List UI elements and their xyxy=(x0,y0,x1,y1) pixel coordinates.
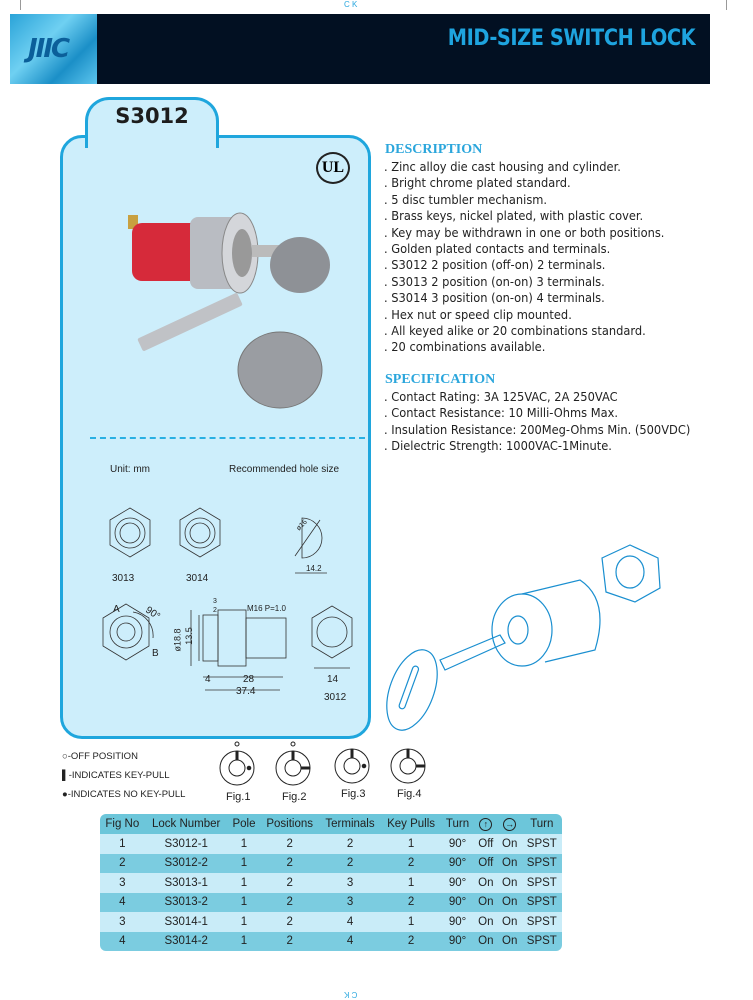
description-item: . Zinc alloy die cast housing and cylinder. xyxy=(384,160,621,174)
table-cell: 4 xyxy=(319,932,381,952)
model-label: S3012 xyxy=(115,104,189,128)
table-cell: 2 xyxy=(319,834,381,854)
dim-14: 14 xyxy=(327,674,339,685)
table-cell: Off xyxy=(474,834,498,854)
table-row xyxy=(100,932,562,952)
position-b: B xyxy=(152,648,159,659)
dim-37-4: 37.4 xyxy=(236,686,256,697)
table-row xyxy=(100,854,562,874)
registration-mark-bottom: C K xyxy=(344,990,358,999)
hole-width: 14.2 xyxy=(306,564,322,573)
table-cell: 1 xyxy=(228,912,260,932)
position-a: A xyxy=(113,604,120,615)
logo-text: JIIC xyxy=(28,34,69,64)
dim-4: 4 xyxy=(205,674,211,685)
fig3-label: Fig.3 xyxy=(341,788,366,800)
table-cell: On xyxy=(498,873,522,893)
spec-item: . Dielectric Strength: 1000VAC-1Minute. xyxy=(384,439,612,454)
table-cell: On xyxy=(498,854,522,874)
company-logo xyxy=(10,14,97,84)
description-item: . S3013 2 position (on-on) 3 terminals. xyxy=(384,274,605,289)
table-cell: 90° xyxy=(441,893,474,913)
table-cell: 3 xyxy=(100,873,145,893)
dim-13-5: 13.5 xyxy=(183,627,194,645)
legend-off-position: ○-OFF POSITION xyxy=(62,751,138,762)
table-row xyxy=(100,912,562,932)
view-3012-label: 3012 xyxy=(324,692,347,703)
table-cell: SPST xyxy=(522,893,562,913)
registration-mark-top: C K xyxy=(344,0,358,9)
table-cell: SPST xyxy=(522,834,562,854)
table-cell: 3 xyxy=(319,873,381,893)
description-item: . Golden plated contacts and terminals. xyxy=(384,242,611,257)
col-turn-type: Turn xyxy=(522,814,562,834)
table-cell: 1 xyxy=(381,912,441,932)
table-cell: 1 xyxy=(228,834,260,854)
table-row xyxy=(100,834,562,854)
table-cell: 90° xyxy=(441,854,474,874)
table-cell: On xyxy=(498,932,522,952)
ul-cert-icon xyxy=(316,152,350,184)
table-cell: SPST xyxy=(522,912,562,932)
table-cell: S3013-1 xyxy=(145,873,228,893)
right-arrow-circle-icon: → xyxy=(505,818,515,829)
table-cell: Off xyxy=(474,854,498,874)
table-cell: 1 xyxy=(381,873,441,893)
table-row xyxy=(100,893,562,913)
table-header-row xyxy=(100,814,562,834)
fig2-diagram xyxy=(276,742,310,785)
table-cell: S3012-2 xyxy=(145,854,228,874)
col-positions: Positions xyxy=(260,814,319,834)
col-pole: Pole xyxy=(228,814,260,834)
table-cell: 90° xyxy=(441,873,474,893)
spec-item: . Contact Resistance: 10 Milli-Ohms Max. xyxy=(384,406,618,421)
col-lock-number: Lock Number xyxy=(145,814,228,834)
table-cell: 4 xyxy=(100,932,145,952)
table-cell: S3013-2 xyxy=(145,893,228,913)
view-3013-label: 3013 xyxy=(112,573,135,584)
table-cell: 2 xyxy=(381,893,441,913)
description-item: . 20 combinations available. xyxy=(384,340,546,355)
thread-label: M16 P=1.0 xyxy=(247,604,286,613)
col-terminals: Terminals xyxy=(319,814,381,834)
table-cell: S3014-2 xyxy=(145,932,228,952)
table-cell: 1 xyxy=(228,893,260,913)
description-item: . S3012 2 position (off-on) 2 terminals. xyxy=(384,258,606,273)
table-cell: 90° xyxy=(441,834,474,854)
fig1-label: Fig.1 xyxy=(226,791,251,803)
legend-key-pull: ▌-INDICATES KEY-PULL xyxy=(62,770,170,781)
table-cell: 4 xyxy=(319,912,381,932)
angle-label: 90° xyxy=(143,604,162,623)
fig3-diagram xyxy=(335,749,369,783)
table-cell: 2 xyxy=(381,932,441,952)
specification-list xyxy=(384,389,713,455)
dim-3: 3 xyxy=(213,598,217,605)
table-cell: 2 xyxy=(260,854,319,874)
fig4-label: Fig.4 xyxy=(397,788,422,800)
description-item: . Hex nut or speed clip mounted. xyxy=(384,307,572,322)
table-cell: 3 xyxy=(100,912,145,932)
position-figures xyxy=(215,740,445,790)
table-cell: SPST xyxy=(522,854,562,874)
table-cell: 2 xyxy=(381,854,441,874)
table-cell: SPST xyxy=(522,932,562,952)
table-cell: On xyxy=(474,932,498,952)
page-title: MID-SIZE SWITCH LOCK xyxy=(447,26,695,51)
dim-2: 2 xyxy=(213,607,217,614)
table-cell: 1 xyxy=(100,834,145,854)
ul-text: UL xyxy=(321,159,345,176)
panel-divider xyxy=(90,437,365,439)
table-cell: 2 xyxy=(260,873,319,893)
description-item: . All keyed alike or 20 combinations standard. xyxy=(384,324,646,339)
fig1-diagram xyxy=(220,742,254,785)
lock-spec-table xyxy=(100,814,562,951)
table-cell: 2 xyxy=(100,854,145,874)
table-cell: 2 xyxy=(260,912,319,932)
table-cell: 2 xyxy=(260,834,319,854)
col-right-arrow-icon xyxy=(498,814,522,834)
table-cell: 4 xyxy=(100,893,145,913)
description-item: . S3014 3 position (on-on) 4 terminals. xyxy=(384,291,605,306)
table-cell: 1 xyxy=(228,932,260,952)
spec-item: . Contact Rating: 3A 125VAC, 2A 250VAC xyxy=(384,390,618,404)
fig4-diagram xyxy=(391,749,425,783)
view-3014-label: 3014 xyxy=(186,573,209,584)
description-list xyxy=(384,159,686,356)
spec-item: . Insulation Resistance: 200Meg-Ohms Min. (500VDC) xyxy=(384,422,691,437)
table-cell: 90° xyxy=(441,912,474,932)
table-cell: S3014-1 xyxy=(145,912,228,932)
table-cell: On xyxy=(474,912,498,932)
table-cell: 1 xyxy=(228,854,260,874)
table-cell: On xyxy=(498,912,522,932)
legend-no-key-pull: ●-INDICATES NO KEY-PULL xyxy=(62,789,186,800)
up-arrow-circle-icon: ↑ xyxy=(479,818,492,831)
dim-28: 28 xyxy=(243,674,255,685)
table-cell: On xyxy=(474,873,498,893)
col-key-pulls: Key Pulls xyxy=(381,814,441,834)
table-cell: SPST xyxy=(522,873,562,893)
product-photo xyxy=(110,195,340,420)
table-cell: On xyxy=(498,834,522,854)
table-cell: On xyxy=(498,893,522,913)
fig2-label: Fig.2 xyxy=(282,791,307,803)
table-cell: 1 xyxy=(228,873,260,893)
hole-diameter: ø16 xyxy=(295,518,309,533)
table-cell: 2 xyxy=(260,893,319,913)
table-cell: 1 xyxy=(381,834,441,854)
description-heading: DESCRIPTION xyxy=(385,142,483,157)
table-row xyxy=(100,873,562,893)
description-item: . Bright chrome plated standard. xyxy=(384,176,571,191)
technical-drawing xyxy=(95,500,365,715)
description-item: . Brass keys, nickel plated, with plastic cover. xyxy=(384,209,644,224)
hole-size-label: Recommended hole size xyxy=(229,464,340,475)
col-fig-no: Fig No xyxy=(100,814,145,834)
table-cell: 2 xyxy=(260,932,319,952)
description-item: . 5 disc tumbler mechanism. xyxy=(384,192,548,207)
table-cell: S3012-1 xyxy=(145,834,228,854)
dim-18-8: ø18.8 xyxy=(172,628,183,652)
crop-marks xyxy=(20,0,727,10)
specification-heading: SPECIFICATION xyxy=(385,372,496,387)
table-cell: 3 xyxy=(319,893,381,913)
table-cell: 2 xyxy=(319,854,381,874)
table-cell: 90° xyxy=(441,932,474,952)
col-up-arrow-icon xyxy=(474,814,498,834)
table-cell: On xyxy=(474,893,498,913)
description-item: . Key may be withdrawn in one or both positions. xyxy=(384,225,665,240)
col-turn: Turn xyxy=(441,814,474,834)
unit-label: Unit: mm xyxy=(110,464,150,475)
